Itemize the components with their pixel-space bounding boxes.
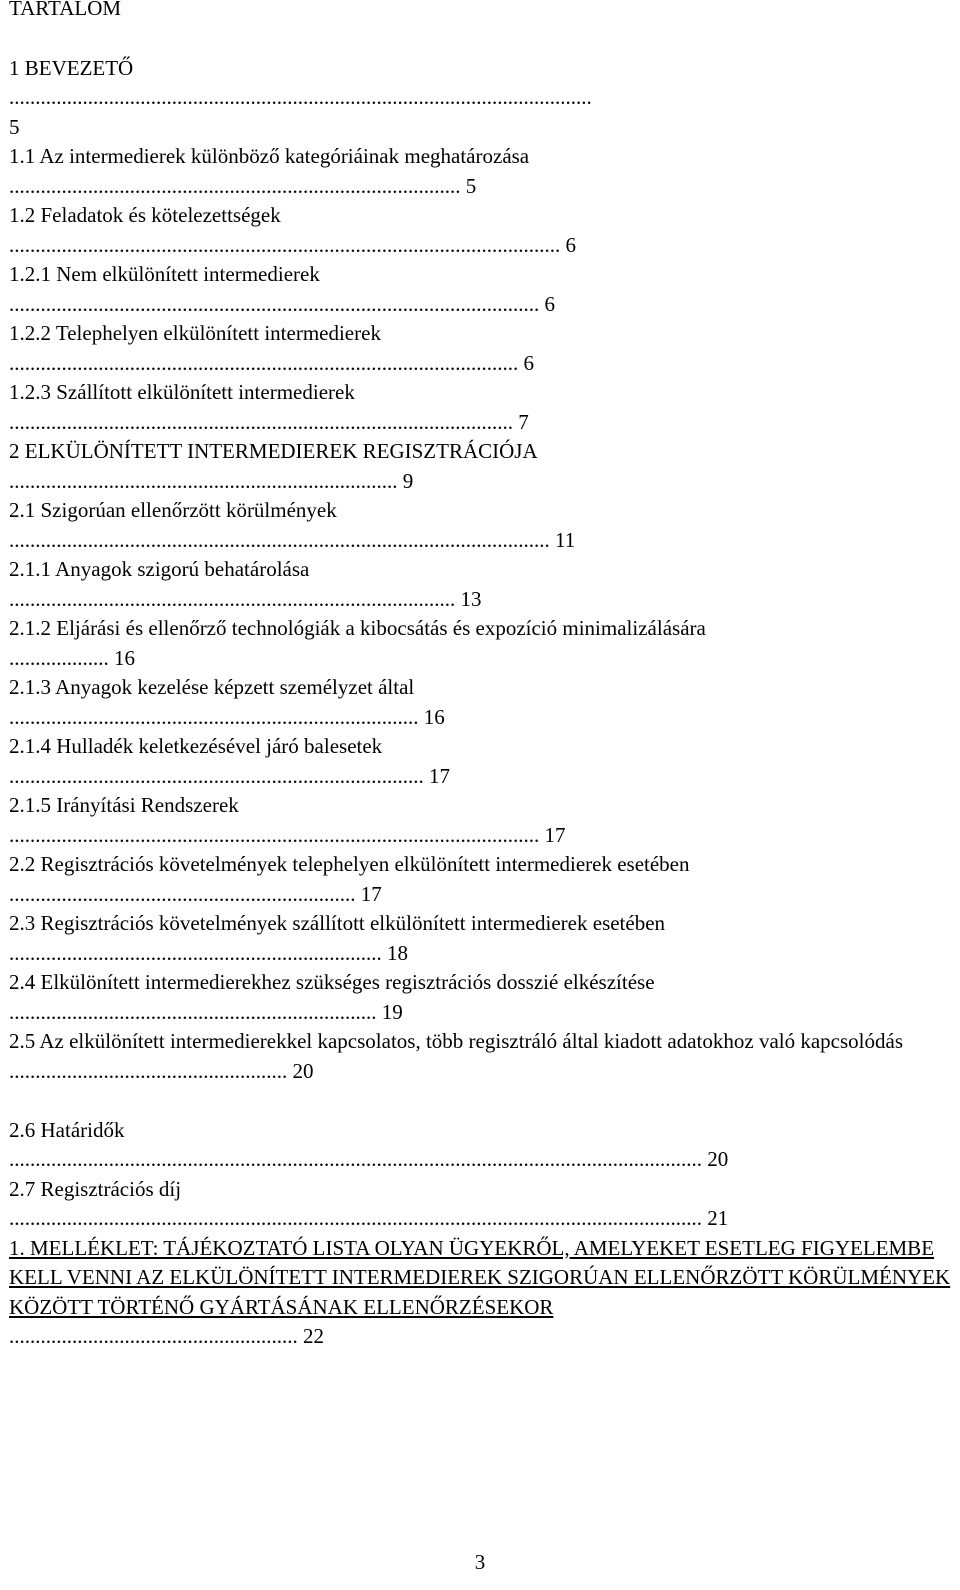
- toc-entry-page: 11: [555, 527, 576, 552]
- toc-entry[interactable]: [9, 201, 954, 260]
- toc-entry[interactable]: [9, 909, 954, 968]
- toc-entry-title: 2.1.2 Eljárási és ellenőrző technológiák a kibocsátás és expozíció minimalizálására: [9, 616, 706, 640]
- toc-entry-title: 1.2.1 Nem elkülönített intermedierek: [9, 262, 320, 286]
- toc-entry-leader: ....................................................................................................................................: [9, 1206, 702, 1230]
- table-of-contents: [9, 0, 954, 1352]
- toc-entry-leader: .....................................................................................................: [9, 291, 540, 316]
- toc-entry[interactable]: [9, 142, 954, 201]
- toc-entry-page: 19: [381, 999, 403, 1024]
- toc-entry-title: 2.1.1 Anyagok szigorú behatárolása: [9, 557, 310, 581]
- toc-entry-leader: .................................................................................................: [9, 350, 519, 375]
- toc-entry-page: 16: [114, 645, 135, 670]
- toc-entry-title: 2.1.4 Hulladék keletkezésével járó balesetek: [9, 734, 383, 758]
- toc-entry-title: 2.1 Szigorúan ellenőrzött körülmények: [9, 498, 337, 522]
- toc-entry-leader: .......................................................................................................: [9, 527, 550, 552]
- toc-entry-annex[interactable]: [9, 1234, 954, 1352]
- toc-entry-leader: ......................................................................: [9, 999, 377, 1024]
- toc-entry-leader: ....................................................................................................................................: [9, 1147, 702, 1171]
- toc-entry-page: 20: [292, 1058, 314, 1083]
- toc-entry-page: 9: [402, 468, 414, 493]
- toc-entry-leader: .....................................................................................: [9, 586, 456, 611]
- toc-entry[interactable]: [9, 1027, 954, 1086]
- toc-entry[interactable]: [9, 54, 954, 143]
- toc-entry-leader: ................................................................................................: [9, 409, 513, 434]
- toc-entry-title: 2.4 Elkülönített intermedierekhez szükséges regisztrációs dosszié elkészítése: [9, 970, 655, 994]
- toc-entry-leader: ...................: [9, 645, 109, 670]
- toc-entry-leader: ...............................................................................................................: [9, 85, 592, 109]
- toc-entry-title: 2.1.5 Irányítási Rendszerek: [9, 793, 239, 817]
- spacer: [9, 1086, 954, 1116]
- toc-entry-leader: ......................................................................................: [9, 173, 461, 198]
- toc-entry-leader: .......................................................................: [9, 940, 382, 965]
- toc-entry[interactable]: [9, 850, 954, 909]
- toc-entry-page: 20: [707, 1147, 729, 1171]
- toc-entry-leader: ...............................................................................: [9, 763, 424, 788]
- toc-heading: TARTALOM: [9, 0, 122, 20]
- toc-entry-page: 22: [303, 1324, 324, 1348]
- toc-entry[interactable]: [9, 791, 954, 850]
- toc-entry-page: 6: [523, 350, 534, 375]
- toc-entry-title: 1.2.2 Telephelyen elkülönített intermedierek: [9, 321, 381, 345]
- toc-entry[interactable]: [9, 555, 954, 614]
- toc-entry-page: 21: [707, 1206, 729, 1230]
- toc-entry-page: 18: [387, 940, 408, 965]
- toc-entry-page: 7: [518, 409, 529, 434]
- toc-entry[interactable]: [9, 673, 954, 732]
- toc-entry-title: 1.2.3 Szállított elkülönített intermedierek: [9, 380, 355, 404]
- toc-entry-page: 13: [460, 586, 482, 611]
- toc-entry[interactable]: [9, 437, 954, 496]
- toc-entry-page: 16: [423, 704, 445, 729]
- toc-entry-page: 5: [9, 114, 20, 139]
- toc-entry-page: 17: [544, 822, 566, 847]
- toc-entry[interactable]: [9, 614, 954, 673]
- toc-entry-title: 2.1.3 Anyagok kezelése képzett személyzet által: [9, 675, 415, 699]
- toc-entry-leader: .......................................................: [9, 1324, 298, 1348]
- toc-entry-page: 6: [544, 291, 555, 316]
- toc-entry[interactable]: [9, 732, 954, 791]
- toc-entry-page: 17: [360, 881, 382, 906]
- toc-entry-leader: ..............................................................................: [9, 704, 419, 729]
- page-number: 3: [474, 1550, 486, 1574]
- toc-entry-leader: ..........................................................................: [9, 468, 398, 493]
- toc-entry-title: 2.2 Regisztrációs követelmények telephelyen elkülönített intermedierek esetében: [9, 852, 690, 876]
- toc-entry[interactable]: [9, 1116, 954, 1175]
- toc-entry[interactable]: [9, 260, 954, 319]
- toc-entry-leader: .....................................................: [9, 1058, 288, 1083]
- toc-entry-title: 1. MELLÉKLET: TÁJÉKOZTATÓ LISTA OLYAN ÜGYEKRŐL, AMELYEKET ESETLEG FIGYELEMBE KELL VENNI AZ ELKÜLÖNÍTETT INTERMEDIEREK SZIGORÚAN ELLENŐRZÖTT KÖRÜLMÉNYEK KÖZÖTT TÖRTÉNŐ GYÁRTÁSÁNAK ELLENŐRZÉSEKOR: [9, 1235, 951, 1319]
- toc-entry-title: 2.7 Regisztrációs díj: [9, 1176, 182, 1201]
- toc-entry-leader: .........................................................................................................: [9, 232, 561, 257]
- toc-entry-title: 1 BEVEZETŐ: [9, 55, 134, 80]
- toc-entry-title: 1.2 Feladatok és kötelezettségek: [9, 203, 281, 227]
- toc-entry-page: 17: [429, 763, 450, 788]
- toc-entry[interactable]: [9, 378, 954, 437]
- toc-entry-title: 2.6 Határidők: [9, 1117, 125, 1142]
- toc-entry-leader: ..................................................................: [9, 881, 356, 906]
- toc-entry-page: 6: [565, 232, 576, 257]
- toc-entry-title: 2.3 Regisztrációs követelmények szállított elkülönített intermedierek esetében: [9, 911, 666, 935]
- toc-entry-title: 2 ELKÜLÖNÍTETT INTERMEDIEREK REGISZTRÁCIÓJA: [9, 439, 538, 463]
- toc-entry-title: 1.1 Az intermedierek különböző kategóriáinak meghatározása: [9, 144, 530, 168]
- toc-entry-leader: .....................................................................................................: [9, 822, 540, 847]
- toc-entry[interactable]: [9, 319, 954, 378]
- toc-entry-title: 2.5 Az elkülönített intermedierekkel kapcsolatos, több regisztráló által kiadott adatokhoz való kapcsolódás: [9, 1029, 903, 1053]
- toc-entry[interactable]: [9, 968, 954, 1027]
- toc-entry[interactable]: [9, 1175, 954, 1234]
- toc-entry-page: 5: [465, 173, 477, 198]
- toc-entry[interactable]: [9, 496, 954, 555]
